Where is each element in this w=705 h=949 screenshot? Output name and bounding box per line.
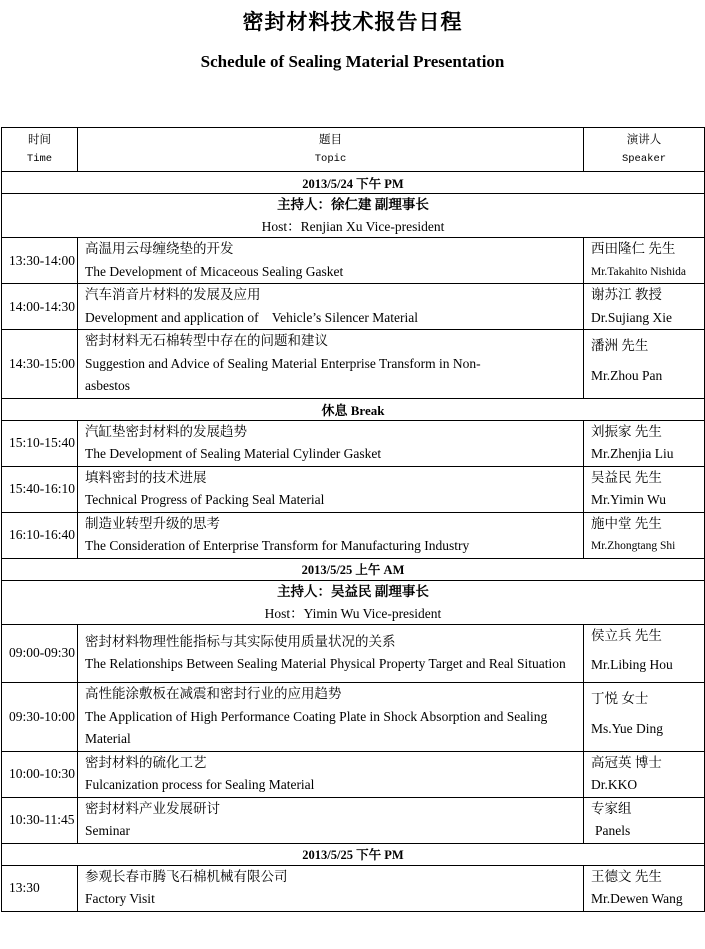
host-row — [2, 580, 705, 624]
host-cn: 主持人：徐仁建 副理事长 — [277, 197, 429, 212]
topic-cell — [78, 683, 584, 752]
day-heading-row — [2, 843, 705, 865]
table-row — [2, 420, 705, 466]
topic-cn: 高性能涂敷板在减震和密封行业的应用趋势 — [85, 686, 342, 701]
topic-header-cn: 题目 — [319, 134, 342, 146]
speaker-cn: 吴益民 先生 — [591, 469, 662, 485]
topic-cell — [78, 865, 584, 911]
day-heading: 2013/5/25 下午 PM — [2, 843, 705, 865]
speaker-en: Mr.Zhenjia Liu — [591, 446, 674, 461]
time-cell: 16:10-16:40 — [2, 512, 78, 558]
speaker-cell — [584, 512, 705, 558]
host-row — [2, 194, 705, 238]
time-cell: 14:30-15:00 — [2, 330, 78, 399]
speaker-cell — [584, 797, 705, 843]
host-cn: 主持人：吴益民 副理事长 — [277, 583, 429, 599]
host-en: Host：Renjian Xu Vice-president — [261, 219, 445, 234]
topic-cn: 密封材料的硫化工艺 — [85, 754, 207, 770]
topic-cell — [78, 330, 584, 399]
table-row — [2, 330, 705, 399]
table-row — [2, 624, 705, 683]
topic-en: The Relationships Between Sealing Material Physical Property Target and Real Situation — [85, 656, 566, 672]
topic-cell — [78, 420, 584, 466]
speaker-cn: 谢苏江 教授 — [591, 287, 662, 302]
speaker-cn: 施中堂 先生 — [591, 515, 662, 531]
topic-cell — [78, 284, 584, 330]
speaker-cn: 高冠英 博士 — [591, 754, 662, 770]
time-header-cn: 时间 — [28, 134, 51, 146]
topic-en: Seminar — [85, 823, 130, 838]
topic-cn: 高温用云母缠绕垫的开发 — [85, 241, 234, 256]
topic-en: Factory Visit — [85, 891, 155, 906]
topic-header-en: Topic — [314, 153, 347, 165]
topic-cn: 制造业转型升级的思考 — [85, 515, 220, 531]
topic-cell — [78, 512, 584, 558]
time-cell: 15:40-16:10 — [2, 466, 78, 512]
speaker-cell — [584, 865, 705, 911]
topic-cn: 填料密封的技术进展 — [85, 469, 207, 485]
speaker-en: Ms.Yue Ding — [591, 720, 664, 736]
speaker-en: Panels — [595, 823, 631, 838]
speaker-cell — [584, 624, 705, 683]
page-title-chinese: 密封材料技术报告日程 — [242, 10, 463, 34]
time-cell: 13:30-14:00 — [2, 238, 78, 284]
speaker-en: Mr.Zhou Pan — [591, 367, 663, 383]
time-cell: 13:30 — [2, 865, 78, 911]
topic-cell — [78, 797, 584, 843]
topic-en: Development and application of Vehicle’s Silencer Material — [85, 309, 419, 325]
topic-en: Fulcanization process for Sealing Material — [85, 777, 315, 792]
speaker-cell — [584, 683, 705, 752]
topic-en: The Development of Micaceous Sealing Gasket — [85, 263, 344, 279]
time-cell: 14:00-14:30 — [2, 284, 78, 330]
topic-cell — [78, 751, 584, 797]
topic-column-header — [78, 128, 584, 172]
topic-cell — [78, 624, 584, 683]
speaker-column-header — [584, 128, 705, 172]
speaker-cell — [584, 466, 705, 512]
speaker-cell — [584, 238, 705, 284]
time-cell: 10:00-10:30 — [2, 751, 78, 797]
topic-cn: 密封材料无石棉转型中存在的问题和建议 — [85, 333, 328, 348]
time-cell: 10:30-11:45 — [2, 797, 78, 843]
time-cell: 15:10-15:40 — [2, 420, 78, 466]
speaker-en: Mr.Zhongtang Shi — [591, 540, 676, 552]
speaker-en: Dr.KKO — [591, 777, 638, 792]
speaker-en: Dr.Sujiang Xie — [591, 309, 672, 325]
table-row — [2, 683, 705, 752]
table-row — [2, 466, 705, 512]
page-title-english: Schedule of Sealing Material Presentation — [200, 52, 505, 71]
topic-cn: 汽车消音片材料的发展及应用 — [85, 287, 261, 302]
speaker-en: Mr.Dewen Wang — [591, 891, 683, 906]
speaker-cn: 西田隆仁 先生 — [591, 241, 676, 256]
time-cell: 09:30-10:00 — [2, 683, 78, 752]
speaker-cn: 王德文 先生 — [591, 868, 662, 884]
break-label: 休息 Break — [2, 398, 705, 420]
table-header-row — [2, 128, 705, 172]
speaker-cell — [584, 284, 705, 330]
topic-cn: 汽缸垫密封材料的发展趋势 — [85, 423, 247, 439]
table-row — [2, 797, 705, 843]
speaker-cell — [584, 751, 705, 797]
speaker-en: Mr.Takahito Nishida — [591, 265, 687, 278]
topic-en: The Development of Sealing Material Cylinder Gasket — [85, 446, 382, 461]
speaker-cn: 侯立兵 先生 — [591, 627, 662, 643]
time-column-header — [2, 128, 78, 172]
speaker-cn: 丁悦 女士 — [591, 691, 649, 706]
speaker-header-cn: 演讲人 — [626, 134, 662, 146]
speaker-cn: 刘振家 先生 — [591, 423, 662, 439]
table-row — [2, 284, 705, 330]
speaker-en: Mr.Yimin Wu — [591, 492, 666, 507]
host-cell — [2, 580, 705, 624]
speaker-cell — [584, 420, 705, 466]
table-row — [2, 751, 705, 797]
schedule-table — [1, 127, 705, 912]
speaker-en: Mr.Libing Hou — [591, 657, 673, 672]
host-cell — [2, 194, 705, 238]
time-header-en: Time — [26, 153, 53, 165]
table-row — [2, 238, 705, 284]
day-heading-row — [2, 172, 705, 194]
speaker-cn: 专家组 — [591, 800, 632, 816]
speaker-cn: 潘洲 先生 — [591, 338, 649, 353]
topic-en: Suggestion and Advice of Sealing Material Enterprise Transform in Non-asbestos — [85, 355, 481, 393]
day-heading: 2013/5/25 上午 AM — [2, 558, 705, 580]
speaker-cell — [584, 330, 705, 399]
table-row — [2, 512, 705, 558]
topic-cell — [78, 466, 584, 512]
topic-en: The Application of High Performance Coating Plate in Shock Absorption and Sealing Material — [85, 708, 548, 746]
topic-cell — [78, 238, 584, 284]
topic-cn: 密封材料物理性能指标与其实际使用质量状况的关系 — [85, 633, 396, 649]
break-row — [2, 398, 705, 420]
table-row — [2, 865, 705, 911]
speaker-header-en: Speaker — [621, 153, 667, 165]
topic-en: Technical Progress of Packing Seal Material — [85, 492, 325, 507]
topic-cn: 参观长春市腾飞石棉机械有限公司 — [85, 868, 288, 884]
host-en: Host：Yimin Wu Vice-president — [264, 605, 442, 621]
day-heading-row — [2, 558, 705, 580]
topic-cn: 密封材料产业发展研讨 — [85, 800, 220, 816]
topic-en: The Consideration of Enterprise Transform for Manufacturing Industry — [85, 538, 470, 553]
day-heading: 2013/5/24 下午 PM — [2, 172, 705, 194]
time-cell: 09:00-09:30 — [2, 624, 78, 683]
